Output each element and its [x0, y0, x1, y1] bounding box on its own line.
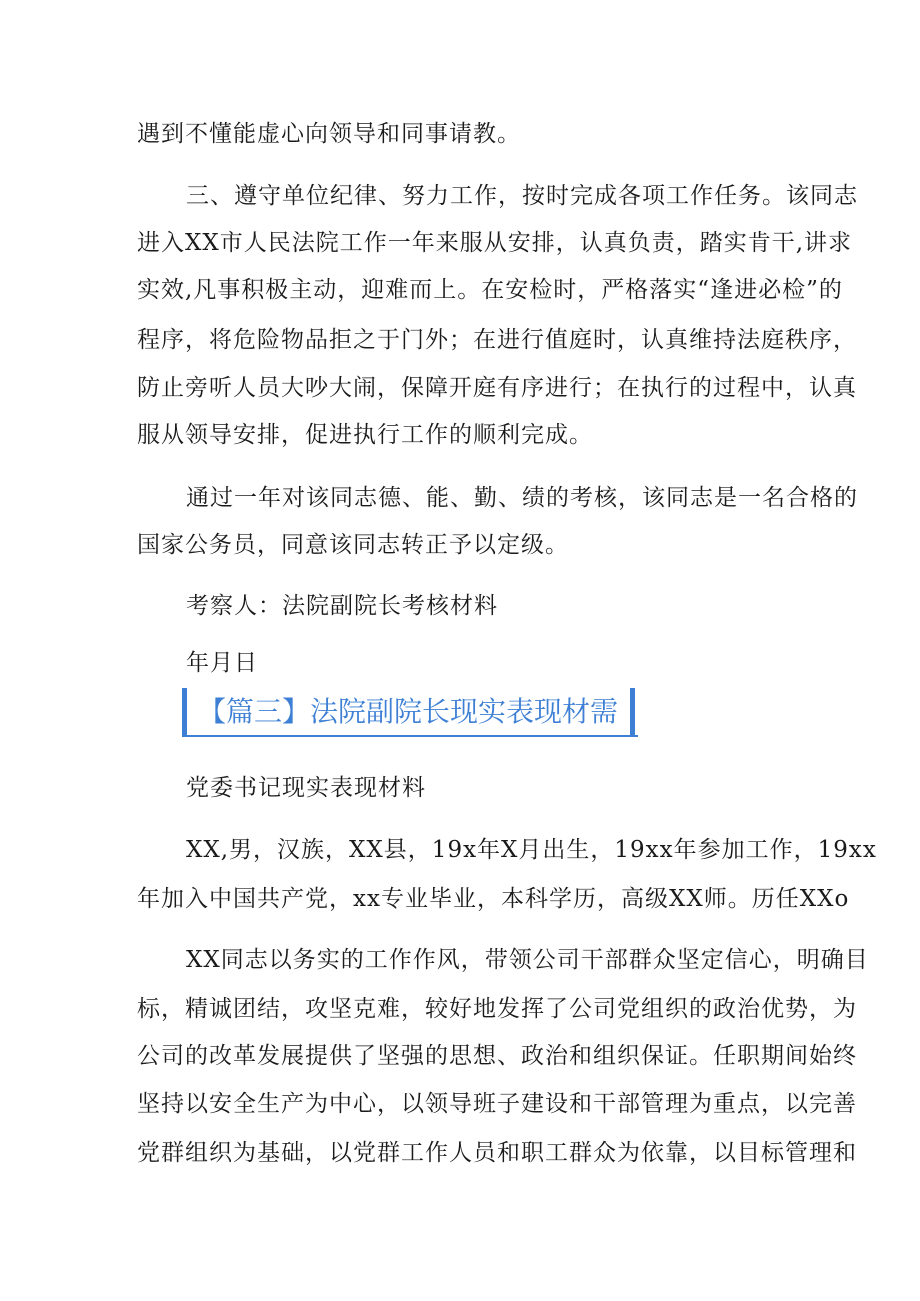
heading-left-bar	[182, 688, 187, 736]
section-heading[interactable]	[182, 688, 638, 740]
section-heading-text: 【篇三】法院副院长现实表现材需	[198, 695, 619, 728]
paragraph-line: XX,男，汉族，XX县，19x年X月出生，19xx年参加工作，19xx	[186, 837, 877, 863]
heading-underline	[182, 735, 638, 737]
paragraph-line: 坚持以安全生产为中心，以领导班子建设和干部管理为重点，以完善	[137, 1091, 857, 1117]
paragraph-line: 进入XX市人民法院工作一年来服从安排，认真负责，踏实肯干,讲求	[137, 230, 853, 256]
paragraph-line: 通过一年对该同志德、能、勤、绩的考核，该同志是一名合格的	[186, 485, 858, 511]
paragraph-line: 标，精诚团结，攻坚克难，较好地发挥了公司党组织的政治优势，为	[137, 996, 857, 1022]
paragraph-line: 遇到不懂能虚心向领导和同事请教。	[137, 121, 521, 147]
paragraph-line: 党群组织为基础，以党群工作人员和职工群众为依靠，以目标管理和	[137, 1140, 857, 1166]
paragraph-line: 防止旁听人员大吵大闹，保障开庭有序进行；在执行的过程中，认真	[137, 375, 857, 401]
paragraph-line: 年加入中国共产党，xx专业毕业，本科学历，高级XX师。历任XXo	[137, 886, 850, 912]
paragraph-line: 国家公务员，同意该同志转正予以定级。	[137, 532, 569, 558]
paragraph-line: 三、遵守单位纪律、努力工作，按时完成各项工作任务。该同志	[186, 183, 858, 209]
date-line: 年月日	[186, 650, 258, 676]
paragraph-line: 实效,凡事积极主动，迎难而上。在安检时，严格落实“逢进必检”的	[137, 277, 843, 303]
paragraph-line: 公司的改革发展提供了坚强的思想、政治和组织保证。任职期间始终	[137, 1043, 857, 1069]
paragraph-line: XX同志以务实的工作作风，带领公司干部群众坚定信心，明确目	[186, 947, 869, 973]
paragraph-line: 程序，将危险物品拒之于门外；在进行值庭时，认真维持法庭秩序，	[137, 327, 857, 353]
signature-line: 考察人：法院副院长考核材料	[186, 593, 498, 619]
heading-right-bar	[630, 688, 635, 736]
paragraph-line: 服从领导安排，促进执行工作的顺利完成。	[137, 422, 593, 448]
subtitle-line: 党委书记现实表现材料	[186, 775, 426, 801]
